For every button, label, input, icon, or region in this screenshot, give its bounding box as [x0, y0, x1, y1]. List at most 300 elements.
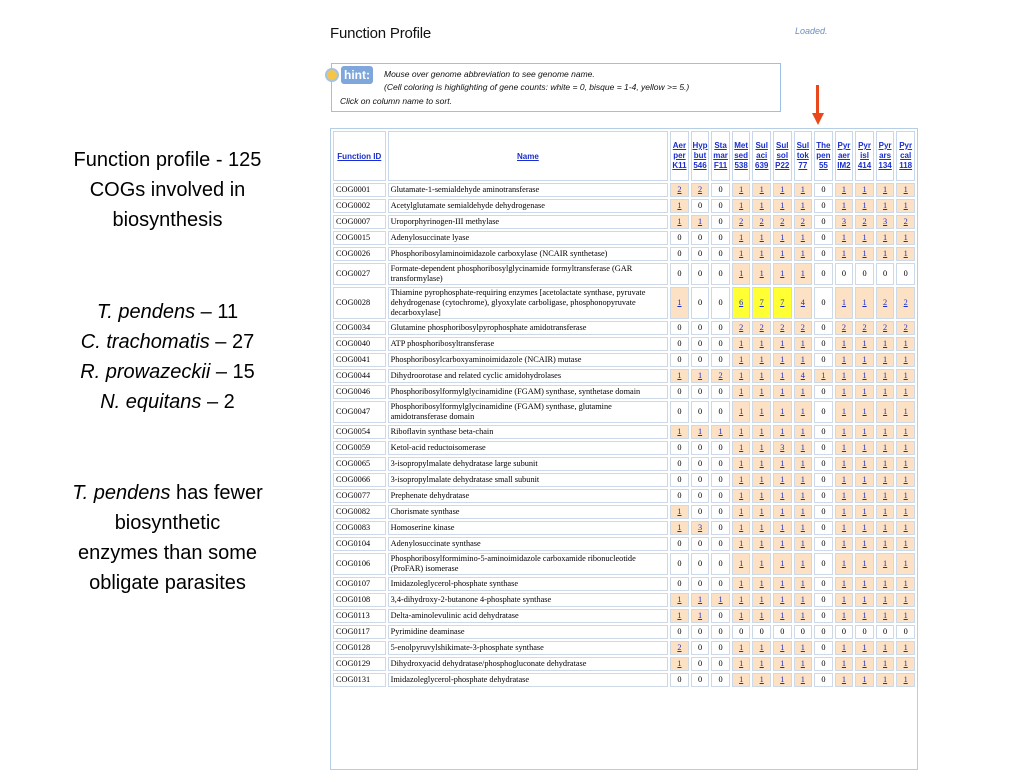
gene-count-cell[interactable]	[794, 577, 813, 591]
gene-count-cell[interactable]	[896, 609, 915, 623]
gene-count-link[interactable]: 1	[759, 643, 764, 652]
gene-count-link[interactable]: 1	[780, 269, 785, 278]
gene-count-cell[interactable]	[896, 401, 915, 423]
gene-count-link[interactable]: 1	[883, 459, 888, 468]
genome-sort-link[interactable]	[797, 141, 809, 170]
gene-count-cell[interactable]	[794, 593, 813, 607]
gene-count-link[interactable]: 1	[883, 659, 888, 668]
gene-count-link[interactable]: 1	[677, 523, 682, 532]
gene-count-link[interactable]: 1	[862, 459, 867, 468]
gene-count-link[interactable]: 1	[862, 201, 867, 210]
gene-count-link[interactable]: 1	[739, 355, 744, 364]
gene-count-link[interactable]: 2	[903, 298, 908, 307]
gene-count-link[interactable]: 1	[841, 491, 847, 500]
gene-count-link[interactable]: 1	[677, 217, 682, 226]
gene-count-cell[interactable]	[670, 657, 689, 671]
gene-count-cell[interactable]	[835, 369, 854, 383]
gene-count-link[interactable]: 1	[883, 387, 888, 396]
gene-count-link[interactable]: 1	[800, 643, 805, 652]
gene-count-cell[interactable]	[732, 457, 751, 471]
gene-count-cell[interactable]	[773, 385, 792, 399]
gene-count-link[interactable]: 1	[718, 595, 723, 604]
gene-count-cell[interactable]	[896, 673, 915, 687]
gene-count-link[interactable]: 1	[780, 559, 785, 568]
gene-count-link[interactable]: 1	[677, 201, 682, 210]
gene-count-link[interactable]: 2	[697, 185, 703, 194]
gene-count-cell[interactable]	[896, 457, 915, 471]
gene-count-link[interactable]: 2	[677, 185, 682, 194]
gene-count-link[interactable]: 1	[780, 523, 785, 532]
column-header-genome[interactable]	[773, 131, 792, 181]
gene-count-cell[interactable]	[876, 609, 895, 623]
gene-count-link[interactable]: 1	[862, 185, 867, 194]
gene-count-cell[interactable]	[711, 369, 730, 383]
column-header-genome[interactable]	[835, 131, 854, 181]
column-header-function-id[interactable]	[333, 131, 386, 181]
gene-count-link[interactable]: 1	[903, 459, 908, 468]
gene-count-cell[interactable]	[732, 337, 751, 351]
gene-count-link[interactable]: 1	[759, 355, 764, 364]
gene-count-link[interactable]: 1	[862, 675, 867, 684]
gene-count-link[interactable]: 1	[800, 387, 805, 396]
gene-count-link[interactable]: 1	[800, 579, 805, 588]
gene-count-link[interactable]: 1	[862, 443, 867, 452]
gene-count-cell[interactable]	[794, 247, 813, 261]
gene-count-link[interactable]: 1	[780, 201, 785, 210]
gene-count-cell[interactable]	[752, 337, 771, 351]
gene-count-link[interactable]: 1	[903, 539, 908, 548]
gene-count-link[interactable]: 1	[677, 507, 682, 516]
gene-count-cell[interactable]	[876, 215, 895, 229]
genome-sort-link[interactable]	[878, 141, 891, 170]
gene-count-link[interactable]: 1	[883, 611, 888, 620]
gene-count-cell[interactable]	[855, 457, 874, 471]
gene-count-cell[interactable]	[732, 247, 751, 261]
gene-count-link[interactable]: 1	[739, 643, 744, 652]
gene-count-cell[interactable]	[835, 553, 854, 575]
column-header-genome[interactable]	[876, 131, 895, 181]
gene-count-link[interactable]: 3	[697, 523, 703, 532]
gene-count-cell[interactable]	[773, 641, 792, 655]
gene-count-cell[interactable]	[752, 199, 771, 213]
gene-count-link[interactable]: 1	[841, 611, 847, 620]
gene-count-link[interactable]: 1	[903, 185, 908, 194]
gene-count-cell[interactable]	[794, 401, 813, 423]
gene-count-cell[interactable]	[752, 215, 771, 229]
gene-count-link[interactable]: 2	[677, 643, 682, 652]
gene-count-link[interactable]: 7	[780, 298, 785, 307]
gene-count-cell[interactable]	[835, 385, 854, 399]
gene-count-cell[interactable]	[773, 215, 792, 229]
gene-count-cell[interactable]	[691, 593, 710, 607]
gene-count-link[interactable]: 1	[759, 659, 764, 668]
gene-count-link[interactable]: 1	[800, 269, 805, 278]
gene-count-link[interactable]: 2	[841, 323, 847, 332]
column-header-genome[interactable]	[691, 131, 710, 181]
gene-count-cell[interactable]	[896, 369, 915, 383]
gene-count-cell[interactable]	[835, 441, 854, 455]
gene-count-cell[interactable]	[773, 321, 792, 335]
gene-count-link[interactable]: 6	[739, 298, 744, 307]
gene-count-link[interactable]: 1	[780, 491, 785, 500]
gene-count-cell[interactable]	[691, 215, 710, 229]
gene-count-cell[interactable]	[752, 231, 771, 245]
gene-count-link[interactable]: 1	[800, 355, 805, 364]
gene-count-link[interactable]: 1	[759, 387, 764, 396]
gene-count-cell[interactable]	[794, 673, 813, 687]
gene-count-link[interactable]: 1	[800, 407, 805, 416]
gene-count-link[interactable]: 1	[739, 659, 744, 668]
gene-count-link[interactable]: 1	[739, 387, 744, 396]
gene-count-cell[interactable]	[896, 425, 915, 439]
gene-count-cell[interactable]	[752, 657, 771, 671]
genome-sort-link[interactable]	[899, 141, 912, 170]
gene-count-cell[interactable]	[835, 593, 854, 607]
gene-count-link[interactable]: 1	[821, 371, 826, 380]
gene-count-link[interactable]: 1	[739, 675, 744, 684]
gene-count-cell[interactable]	[752, 577, 771, 591]
gene-count-cell[interactable]	[855, 183, 874, 197]
gene-count-cell[interactable]	[876, 473, 895, 487]
gene-count-cell[interactable]	[896, 641, 915, 655]
gene-count-link[interactable]: 4	[800, 371, 805, 380]
gene-count-link[interactable]: 1	[759, 269, 764, 278]
gene-count-cell[interactable]	[876, 425, 895, 439]
genome-sort-link[interactable]	[775, 141, 789, 170]
gene-count-link[interactable]: 1	[739, 595, 744, 604]
gene-count-link[interactable]: 1	[800, 443, 805, 452]
gene-count-link[interactable]: 1	[841, 387, 847, 396]
gene-count-link[interactable]: 1	[862, 559, 867, 568]
gene-count-cell[interactable]	[773, 505, 792, 519]
gene-count-cell[interactable]	[896, 593, 915, 607]
gene-count-cell[interactable]	[835, 577, 854, 591]
gene-count-link[interactable]: 1	[883, 443, 888, 452]
gene-count-link[interactable]: 1	[697, 217, 703, 226]
gene-count-link[interactable]: 1	[677, 371, 682, 380]
gene-count-cell[interactable]	[814, 369, 833, 383]
gene-count-link[interactable]: 1	[697, 611, 703, 620]
gene-count-link[interactable]: 1	[841, 233, 847, 242]
gene-count-link[interactable]: 1	[800, 559, 805, 568]
gene-count-cell[interactable]	[876, 673, 895, 687]
gene-count-cell[interactable]	[773, 473, 792, 487]
gene-count-cell[interactable]	[835, 473, 854, 487]
gene-count-link[interactable]: 1	[759, 491, 764, 500]
gene-count-cell[interactable]	[752, 183, 771, 197]
gene-count-link[interactable]: 1	[903, 491, 908, 500]
gene-count-link[interactable]: 1	[800, 675, 805, 684]
genome-sort-link[interactable]	[672, 141, 686, 170]
gene-count-link[interactable]: 1	[862, 539, 867, 548]
column-header-genome[interactable]	[732, 131, 751, 181]
gene-count-link[interactable]: 1	[841, 249, 847, 258]
gene-count-cell[interactable]	[855, 609, 874, 623]
gene-count-cell[interactable]	[670, 199, 689, 213]
column-header-genome[interactable]	[794, 131, 813, 181]
gene-count-link[interactable]: 1	[841, 201, 847, 210]
genome-sort-link[interactable]	[837, 141, 850, 170]
gene-count-cell[interactable]	[794, 183, 813, 197]
gene-count-cell[interactable]	[794, 553, 813, 575]
gene-count-cell[interactable]	[896, 385, 915, 399]
column-header-name[interactable]	[388, 131, 669, 181]
gene-count-cell[interactable]	[896, 215, 915, 229]
gene-count-link[interactable]: 2	[862, 323, 867, 332]
gene-count-link[interactable]: 1	[883, 559, 888, 568]
gene-count-link[interactable]: 1	[903, 507, 908, 516]
column-header-genome[interactable]	[752, 131, 771, 181]
gene-count-link[interactable]: 1	[800, 459, 805, 468]
gene-count-cell[interactable]	[752, 369, 771, 383]
gene-count-link[interactable]: 2	[903, 217, 908, 226]
gene-count-cell[interactable]	[670, 641, 689, 655]
gene-count-link[interactable]: 1	[883, 491, 888, 500]
gene-count-link[interactable]: 1	[883, 201, 888, 210]
gene-count-cell[interactable]	[773, 183, 792, 197]
gene-count-link[interactable]: 1	[759, 559, 764, 568]
gene-count-cell[interactable]	[835, 505, 854, 519]
gene-count-link[interactable]: 1	[883, 643, 888, 652]
gene-count-link[interactable]: 1	[862, 579, 867, 588]
gene-count-cell[interactable]	[732, 425, 751, 439]
gene-count-cell[interactable]	[773, 609, 792, 623]
gene-count-cell[interactable]	[773, 247, 792, 261]
gene-count-cell[interactable]	[835, 537, 854, 551]
gene-count-cell[interactable]	[773, 457, 792, 471]
gene-count-cell[interactable]	[876, 231, 895, 245]
gene-count-link[interactable]: 1	[903, 523, 908, 532]
gene-count-link[interactable]: 1	[780, 539, 785, 548]
gene-count-link[interactable]: 1	[841, 595, 847, 604]
gene-count-cell[interactable]	[732, 287, 751, 319]
gene-count-cell[interactable]	[876, 401, 895, 423]
gene-count-link[interactable]: 2	[780, 323, 785, 332]
column-header-genome[interactable]	[896, 131, 915, 181]
gene-count-link[interactable]: 1	[800, 659, 805, 668]
gene-count-cell[interactable]	[773, 489, 792, 503]
gene-count-cell[interactable]	[752, 673, 771, 687]
gene-count-cell[interactable]	[876, 657, 895, 671]
genome-sort-link[interactable]	[816, 141, 830, 170]
gene-count-link[interactable]: 1	[903, 559, 908, 568]
gene-count-link[interactable]: 1	[883, 675, 888, 684]
gene-count-link[interactable]: 1	[759, 459, 764, 468]
gene-count-cell[interactable]	[794, 609, 813, 623]
gene-count-link[interactable]: 1	[862, 595, 867, 604]
gene-count-cell[interactable]	[773, 441, 792, 455]
gene-count-link[interactable]: 1	[800, 539, 805, 548]
gene-count-cell[interactable]	[835, 657, 854, 671]
gene-count-link[interactable]: 1	[697, 371, 703, 380]
gene-count-cell[interactable]	[855, 537, 874, 551]
gene-count-link[interactable]: 1	[883, 595, 888, 604]
gene-count-cell[interactable]	[732, 321, 751, 335]
gene-count-cell[interactable]	[896, 287, 915, 319]
gene-count-cell[interactable]	[794, 657, 813, 671]
gene-count-cell[interactable]	[896, 657, 915, 671]
gene-count-link[interactable]: 1	[903, 371, 908, 380]
gene-count-cell[interactable]	[835, 641, 854, 655]
gene-count-link[interactable]: 1	[862, 475, 867, 484]
gene-count-link[interactable]: 1	[903, 611, 908, 620]
gene-count-link[interactable]: 1	[759, 579, 764, 588]
gene-count-cell[interactable]	[732, 489, 751, 503]
gene-count-link[interactable]: 1	[883, 427, 888, 436]
gene-count-link[interactable]: 1	[739, 523, 744, 532]
gene-count-cell[interactable]	[752, 353, 771, 367]
gene-count-link[interactable]: 1	[677, 659, 682, 668]
gene-count-link[interactable]: 1	[800, 339, 805, 348]
gene-count-link[interactable]: 1	[903, 201, 908, 210]
gene-count-link[interactable]: 1	[800, 595, 805, 604]
gene-count-cell[interactable]	[876, 199, 895, 213]
gene-count-cell[interactable]	[855, 473, 874, 487]
gene-count-cell[interactable]	[773, 657, 792, 671]
gene-count-link[interactable]: 1	[697, 427, 703, 436]
gene-count-link[interactable]: 2	[759, 323, 764, 332]
gene-count-link[interactable]: 1	[841, 185, 847, 194]
gene-count-link[interactable]: 1	[841, 643, 847, 652]
gene-count-cell[interactable]	[711, 593, 730, 607]
gene-count-cell[interactable]	[876, 577, 895, 591]
gene-count-cell[interactable]	[876, 521, 895, 535]
gene-count-cell[interactable]	[773, 521, 792, 535]
gene-count-cell[interactable]	[773, 537, 792, 551]
gene-count-link[interactable]: 1	[718, 427, 723, 436]
gene-count-link[interactable]: 1	[739, 475, 744, 484]
gene-count-link[interactable]: 1	[677, 611, 682, 620]
gene-count-link[interactable]: 2	[759, 217, 764, 226]
gene-count-link[interactable]: 1	[800, 507, 805, 516]
gene-count-link[interactable]: 1	[739, 579, 744, 588]
gene-count-cell[interactable]	[732, 199, 751, 213]
gene-count-link[interactable]: 1	[862, 339, 867, 348]
gene-count-cell[interactable]	[773, 337, 792, 351]
gene-count-cell[interactable]	[773, 231, 792, 245]
gene-count-link[interactable]: 1	[759, 249, 764, 258]
gene-count-cell[interactable]	[752, 425, 771, 439]
gene-count-link[interactable]: 1	[903, 233, 908, 242]
gene-count-link[interactable]: 1	[841, 298, 847, 307]
gene-count-link[interactable]: 1	[780, 427, 785, 436]
gene-count-link[interactable]: 1	[862, 233, 867, 242]
gene-count-cell[interactable]	[896, 337, 915, 351]
gene-count-cell[interactable]	[732, 231, 751, 245]
gene-count-link[interactable]: 1	[780, 233, 785, 242]
gene-count-cell[interactable]	[835, 609, 854, 623]
gene-count-cell[interactable]	[670, 521, 689, 535]
gene-count-link[interactable]: 1	[780, 579, 785, 588]
gene-count-link[interactable]: 1	[903, 249, 908, 258]
gene-count-link[interactable]: 1	[759, 201, 764, 210]
gene-count-link[interactable]: 1	[903, 427, 908, 436]
gene-count-cell[interactable]	[773, 553, 792, 575]
gene-count-link[interactable]: 2	[800, 217, 805, 226]
gene-count-cell[interactable]	[752, 457, 771, 471]
gene-count-cell[interactable]	[855, 231, 874, 245]
gene-count-link[interactable]: 1	[759, 475, 764, 484]
gene-count-cell[interactable]	[896, 199, 915, 213]
gene-count-cell[interactable]	[896, 489, 915, 503]
gene-count-cell[interactable]	[752, 321, 771, 335]
gene-count-link[interactable]: 1	[841, 559, 847, 568]
gene-count-link[interactable]: 1	[739, 339, 744, 348]
gene-count-cell[interactable]	[773, 287, 792, 319]
sort-function-id-link[interactable]: Function ID	[337, 151, 382, 161]
gene-count-cell[interactable]	[835, 287, 854, 319]
gene-count-link[interactable]: 1	[862, 523, 867, 532]
gene-count-cell[interactable]	[835, 231, 854, 245]
gene-count-cell[interactable]	[732, 521, 751, 535]
gene-count-cell[interactable]	[855, 215, 874, 229]
gene-count-link[interactable]: 1	[883, 371, 888, 380]
gene-count-cell[interactable]	[773, 353, 792, 367]
gene-count-cell[interactable]	[670, 593, 689, 607]
gene-count-cell[interactable]	[896, 353, 915, 367]
gene-count-link[interactable]: 1	[883, 339, 888, 348]
gene-count-link[interactable]: 1	[862, 659, 867, 668]
gene-count-cell[interactable]	[794, 287, 813, 319]
gene-count-link[interactable]: 1	[862, 507, 867, 516]
gene-count-link[interactable]: 1	[862, 298, 867, 307]
gene-count-link[interactable]: 1	[841, 443, 847, 452]
gene-count-link[interactable]: 1	[739, 249, 744, 258]
gene-count-cell[interactable]	[732, 577, 751, 591]
gene-count-cell[interactable]	[752, 553, 771, 575]
gene-count-link[interactable]: 1	[677, 595, 682, 604]
gene-count-cell[interactable]	[835, 521, 854, 535]
gene-count-cell[interactable]	[896, 553, 915, 575]
gene-count-cell[interactable]	[732, 505, 751, 519]
gene-count-cell[interactable]	[794, 369, 813, 383]
gene-count-cell[interactable]	[855, 369, 874, 383]
gene-count-cell[interactable]	[670, 425, 689, 439]
gene-count-link[interactable]: 1	[677, 298, 682, 307]
gene-count-link[interactable]: 1	[862, 371, 867, 380]
gene-count-link[interactable]: 1	[841, 579, 847, 588]
gene-count-cell[interactable]	[855, 385, 874, 399]
gene-count-link[interactable]: 1	[800, 427, 805, 436]
gene-count-cell[interactable]	[855, 441, 874, 455]
gene-count-cell[interactable]	[732, 441, 751, 455]
gene-count-link[interactable]: 1	[739, 459, 744, 468]
gene-count-cell[interactable]	[732, 353, 751, 367]
gene-count-cell[interactable]	[670, 287, 689, 319]
gene-count-cell[interactable]	[732, 609, 751, 623]
gene-count-link[interactable]: 1	[903, 659, 908, 668]
gene-count-link[interactable]: 1	[780, 459, 785, 468]
gene-count-cell[interactable]	[876, 457, 895, 471]
gene-count-cell[interactable]	[794, 441, 813, 455]
gene-count-link[interactable]: 1	[780, 355, 785, 364]
gene-count-link[interactable]: 1	[780, 371, 785, 380]
gene-count-link[interactable]: 1	[759, 407, 764, 416]
gene-count-cell[interactable]	[896, 321, 915, 335]
gene-count-link[interactable]: 2	[739, 217, 744, 226]
genome-sort-link[interactable]	[858, 141, 871, 170]
gene-count-cell[interactable]	[835, 215, 854, 229]
gene-count-cell[interactable]	[835, 199, 854, 213]
gene-count-link[interactable]: 3	[780, 443, 785, 452]
gene-count-link[interactable]: 1	[739, 427, 744, 436]
gene-count-cell[interactable]	[732, 473, 751, 487]
gene-count-link[interactable]: 2	[903, 323, 908, 332]
gene-count-link[interactable]: 1	[759, 523, 764, 532]
gene-count-link[interactable]: 1	[739, 407, 744, 416]
gene-count-link[interactable]: 1	[780, 643, 785, 652]
gene-count-link[interactable]: 1	[883, 355, 888, 364]
